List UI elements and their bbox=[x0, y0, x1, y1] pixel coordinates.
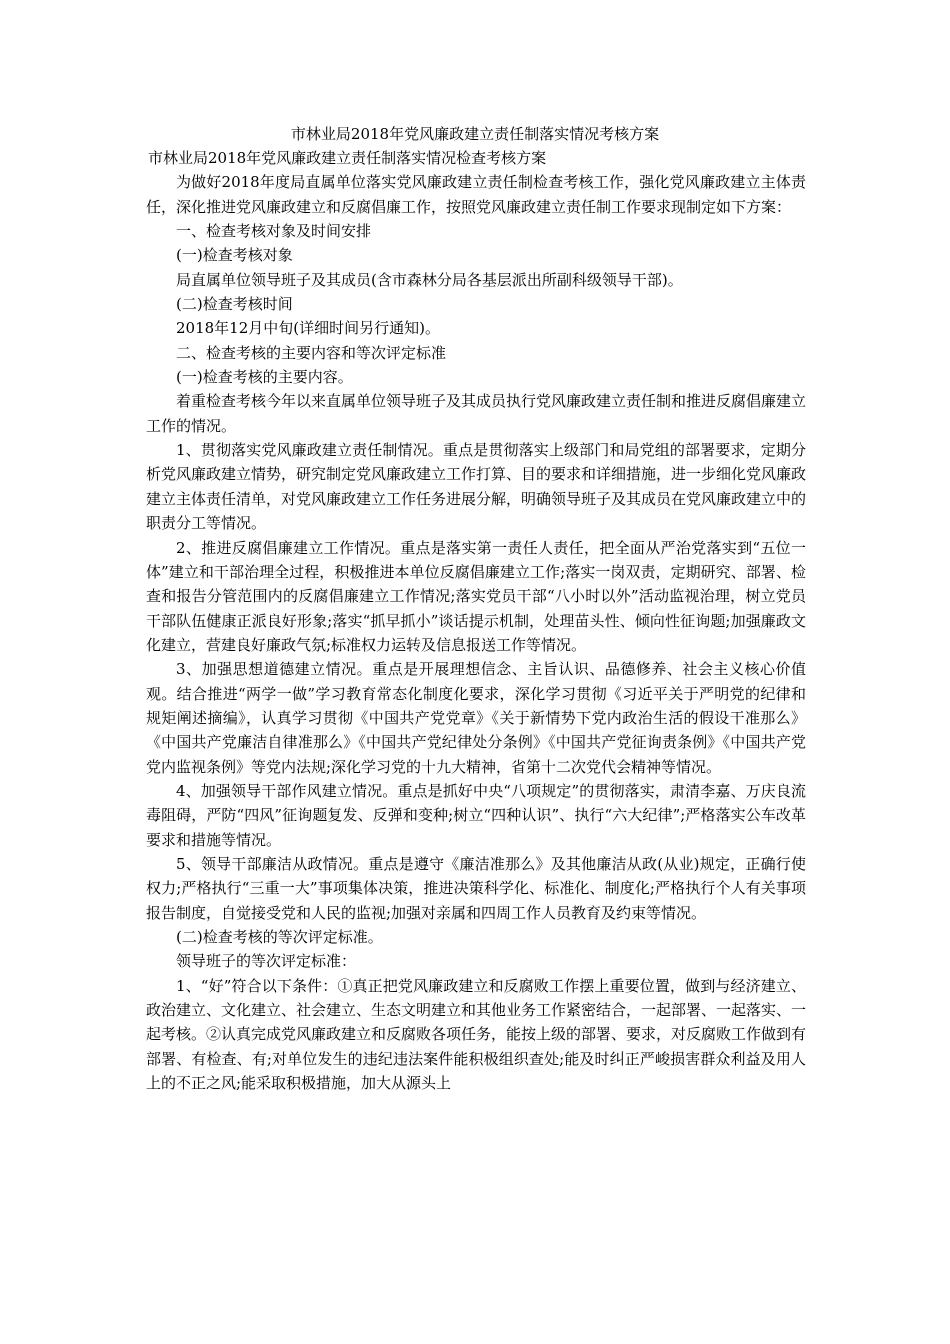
document-title: 市林业局2018年党风廉政建立责任制落实情况考核方案 bbox=[290, 125, 660, 143]
paragraph: 1、贯彻落实党风廉政建立责任制情况。重点是贯彻落实上级部门和局党组的部署要求，定期分析党风廉政建立情势，研究制定党风廉政建立工作打算、目的要求和详细措施，进一步细化党风廉政建立主体责任清单，对党风廉政建立工作任务进展分解，明确领导班子及其成员在党风廉政建立中的职责分工等情况。 bbox=[146, 441, 807, 533]
paragraph: 3、加强思想道德建立情况。重点是开展理想信念、主旨认识、品德修养、社会主义核心价值观。结合推进“两学一做”学习教育常态化制度化要求，深化学习贯彻《习近平关于严明党的纪律和规矩阐述摘编》，认真学习贯彻《中国共产党党章》《关于新情势下党内政治生活的假设干准那么》《中国共产党廉洁自律准那么》《中国共产党纪律处分条例》《中国共产党征询责条例》《中国共产党党内监视条例》等党内法规;深化学习党的十九大精神，省第十二次党代会精神等情况。 bbox=[146, 660, 806, 776]
subsection-heading: (二)检查考核时间 bbox=[176, 295, 293, 314]
document-body bbox=[146, 146, 806, 1095]
section-heading: 一、检查考核对象及时间安排 bbox=[176, 222, 372, 241]
paragraph: 4、加强领导干部作风建立情况。重点是抓好中央“八项规定”的贯彻落实，肃清李嘉、万庆良流毒阻碍，严防“四风”征询题复发、反弹和变种;树立“四种认识”、执行“六大纪律”;严格落实公车改革要求和措施等情况。 bbox=[146, 781, 806, 849]
section-heading: 二、检查考核的主要内容和等次评定标准 bbox=[176, 343, 447, 362]
paragraph: 领导班子的等次评定标准： bbox=[176, 952, 357, 971]
subsection-heading: (一)检查考核对象 bbox=[176, 246, 293, 265]
paragraph: 2、推进反腐倡廉建立工作情况。重点是落实第一责任人责任，把全面从严治党落实到“五位一体”建立和干部治理全过程，积极推进本单位反腐倡廉建立工作;落实一岗双责，定期研究、部署、检查和报告分管范围内的反腐倡廉建立工作情况;落实党员干部“八小时以外”活动监视治理，树立党员干部队伍健康正派良好形象;落实“抓早抓小”谈话提示机制，处理苗头性、倾向性征询题;加强廉政文化建立，营建良好廉政气氛;标准权力运转及信息报送工作等情况。 bbox=[146, 538, 806, 654]
subsection-heading: (一)检查考核的主要内容。 bbox=[176, 368, 353, 387]
paragraph: 2018年12月中旬(详细时间另行通知)。 bbox=[176, 319, 440, 338]
document-subtitle: 市林业局2018年党风廉政建立责任制落实情况检查考核方案 bbox=[148, 149, 547, 167]
paragraph: 着重检查考核今年以来直属单位领导班子及其成员执行党风廉政建立责任制和推进反腐倡廉建立工作的情况。 bbox=[146, 392, 807, 435]
paragraph: 5、领导干部廉洁从政情况。重点是遵守《廉洁准那么》及其他廉洁从政(从业)规定，正确行使权力;严格执行“三重一大”事项集体决策，推进决策科学化、标准化、制度化;严格执行个人有关事项报告制度，自觉接受党和人民的监视;加强对亲属和四周工作人员教育及约束等情况。 bbox=[146, 854, 806, 922]
subsection-heading: (二)检查考核的等次评定标准。 bbox=[176, 928, 383, 946]
paragraph: 局直属单位领导班子及其成员(含市森林分局各基层派出所副科级领导干部)。 bbox=[176, 270, 683, 289]
paragraph: 为做好2018年度局直属单位落实党风廉政建立责任制检查考核工作，强化党风廉政建立主体责任，深化推进党风廉政建立和反腐倡廉工作，按照党风廉政建立责任制工作要求现制定如下方案： bbox=[146, 173, 806, 216]
paragraph: 1、“好”符合以下条件：①真正把党风廉政建立和反腐败工作摆上重要位置，做到与经济建立、政治建立、文化建立、社会建立、生态文明建立和其他业务工作紧密结合，一起部署、一起落实、一起考核。②认真完成党风廉政建立和反腐败各项任务，能按上级的部署、要求，对反腐败工作做到有部署、有检查、有;对单位发生的违纪违法案件能积极组织查处;能及时纠正严峻损害群众利益及用人上的不正之风;能采取积极措施，加大从源头上 bbox=[146, 976, 807, 1093]
